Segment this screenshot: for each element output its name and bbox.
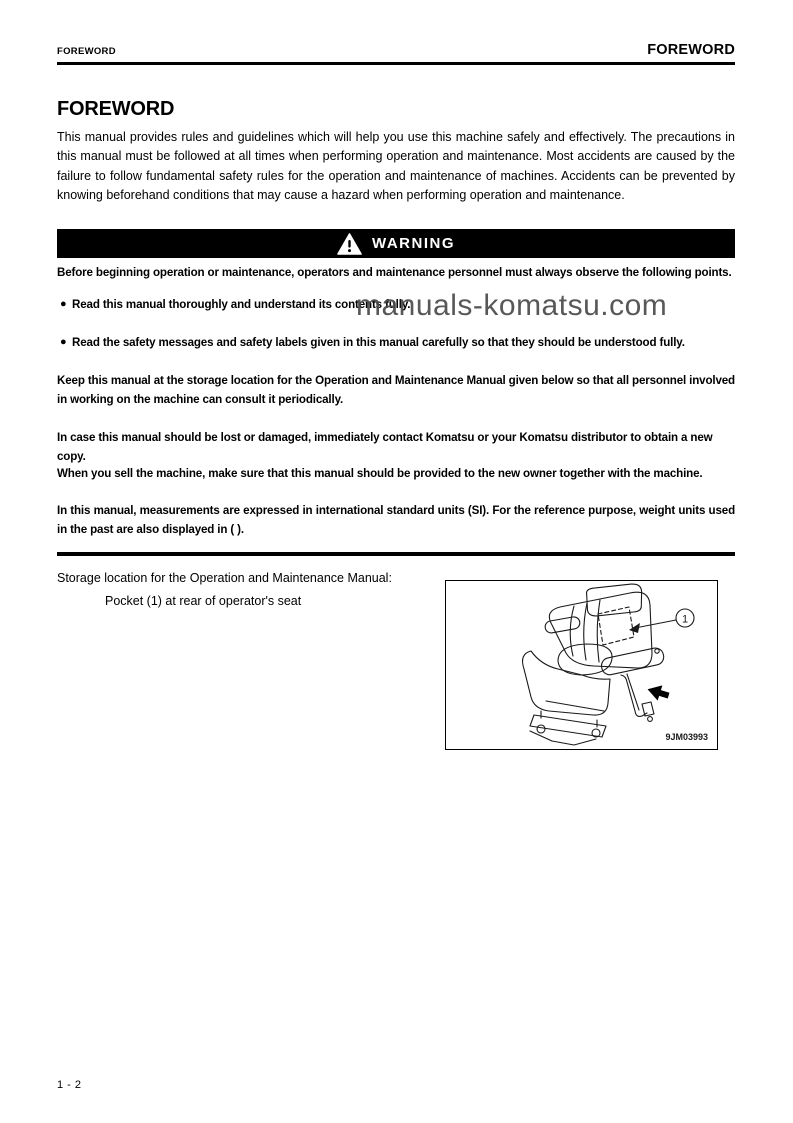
warning-banner (57, 229, 735, 258)
page-title: FOREWORD (57, 98, 175, 120)
warning-bullet (57, 333, 735, 352)
section-divider-rule (57, 552, 735, 556)
warning-triangle-icon (337, 233, 362, 255)
header-rule (57, 62, 735, 65)
bullet-icon: ●︎ (60, 298, 67, 310)
page-number: 1 - 2 (57, 1079, 82, 1091)
intro-paragraph: This manual provides rules and guidelines which will help you use this machine safely and effectively. The precautions in this manual must be followed at all times when performing operation and maintenance. Most accidents are caused by the failure to follow fundamental safety rules for the operation and maintenance of machines. Accidents can be prevented by knowing beforehand conditions that may cause a hazard when performing operation and maintenance. (57, 130, 735, 202)
operator-seat-illustration (446, 581, 716, 748)
callout-number: 1 (681, 613, 689, 626)
storage-location-detail: Pocket (1) at rear of operator's seat (105, 594, 302, 608)
warning-label: WARNING (372, 235, 455, 252)
storage-location-heading: Storage location for the Operation and Maintenance Manual: (57, 571, 392, 585)
running-header-right: FOREWORD (647, 42, 735, 58)
watermark: manuals-komatsu.com (356, 289, 668, 322)
warning-bullet (57, 295, 735, 314)
running-header-left: FOREWORD (57, 46, 116, 57)
bullet-text: Read the safety messages and safety labels given in this manual carefully so that they should be understood fully. (72, 336, 685, 349)
warning-paragraph: Keep this manual at the storage location for the Operation and Maintenance Manual given below so that all personnel involved in working on the machine can consult it periodically. (57, 374, 735, 406)
warning-paragraph: In this manual, measurements are expressed in international standard units (SI). For the reference purpose, weight units used in the past are also displayed in ( ). (57, 504, 735, 536)
warning-lead: Before beginning operation or maintenance, operators and maintenance personnel must always observe the following points. (57, 266, 732, 279)
bullet-icon: ●︎ (60, 336, 67, 348)
seat-figure-frame (445, 580, 718, 750)
arrow-icon (645, 682, 671, 704)
warning-paragraph: When you sell the machine, make sure that this manual should be provided to the new owner together with the machine. (57, 467, 703, 480)
bullet-text: Read this manual thoroughly and understand its contents fully. (72, 298, 411, 311)
figure-code: 9JM03993 (665, 732, 708, 742)
warning-paragraph: In case this manual should be lost or damaged, immediately contact Komatsu or your Komatsu distributor to obtain a new copy. (57, 431, 713, 463)
